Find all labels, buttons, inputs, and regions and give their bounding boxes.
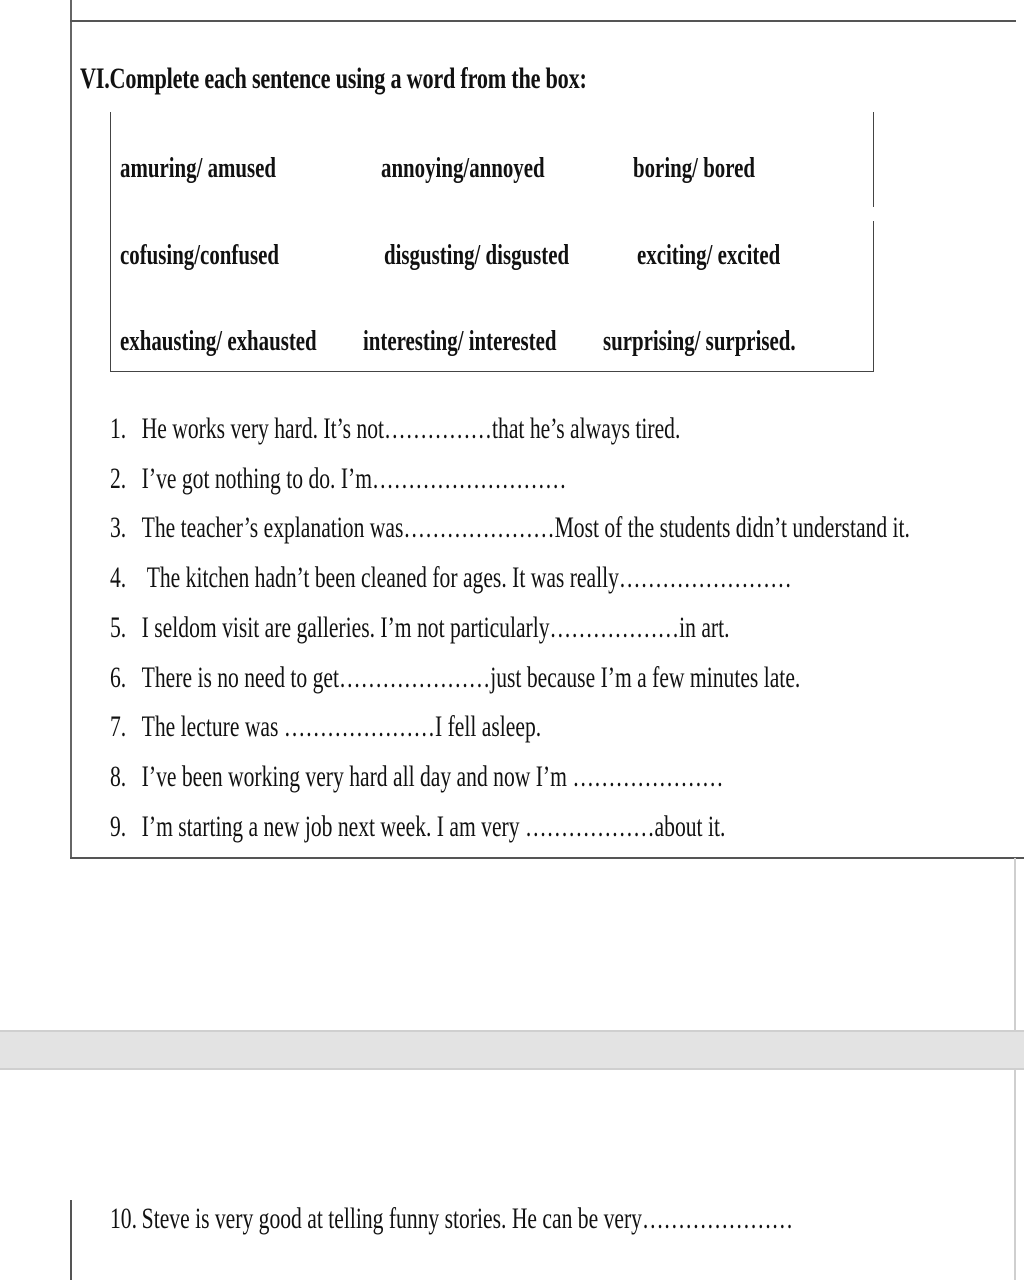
sentence-text: The kitchen hadn’t been cleaned for ages. It was really…………………… (141, 561, 792, 594)
page2-right-edge (1014, 1070, 1016, 1280)
sentence-8 (110, 760, 724, 794)
sentence-number: 9. (110, 810, 127, 843)
sentence-number: 5. (110, 611, 127, 644)
sentence-text: He works very hard. It’s not……………that he’s always tired. (141, 412, 681, 445)
sentence-text: I’m starting a new job next week. I am very ………………about it. (141, 810, 726, 843)
page2-frame-left (70, 1200, 72, 1280)
sentence-number: 10. (110, 1202, 137, 1235)
sentence-number: 4. (110, 561, 127, 594)
word-box-item: amuring/ amused (120, 152, 277, 184)
sentence-number: 7. (110, 710, 127, 743)
word-box-item: cofusing/confused (120, 239, 279, 271)
sentence-5 (110, 611, 730, 645)
word-box-item: surprising/ surprised. (603, 325, 796, 357)
word-box-item: boring/ bored (633, 152, 756, 184)
sentence-number: 2. (110, 462, 127, 495)
sentence-number: 8. (110, 760, 127, 793)
page-top-rule (70, 20, 1016, 22)
word-box-item: disgusting/ disgusted (384, 239, 570, 271)
word-box-item: exciting/ excited (637, 239, 781, 271)
word-box-item: exhausting/ exhausted (120, 325, 317, 357)
sentence-text: I seldom visit are galleries. I’m not particularly………………in art. (141, 611, 730, 644)
sentence-9 (110, 810, 725, 844)
sentence-10 (110, 1202, 793, 1236)
sentence-2 (110, 462, 566, 496)
sentence-4 (110, 561, 792, 595)
word-box-item: interesting/ interested (363, 325, 557, 357)
sentence-6 (110, 661, 800, 695)
sentence-number: 1. (110, 412, 127, 445)
sentence-text: I’ve been working very hard all day and now I’m ………………… (141, 760, 724, 793)
word-box-item: annoying/annoyed (381, 152, 545, 184)
sentence-number: 3. (110, 511, 127, 544)
sentence-number: 6. (110, 661, 127, 694)
sentence-text: Steve is very good at telling funny stories. He can be very………………… (141, 1202, 794, 1235)
exercise-title: VI.Complete each sentence using a word from the box: (80, 62, 587, 95)
page-bottom-rule (70, 857, 1024, 859)
sentence-1 (110, 412, 680, 446)
page-gap (0, 1030, 1024, 1070)
sentence-3 (110, 511, 910, 545)
sentence-text: The lecture was …………………I fell asleep. (141, 710, 542, 743)
sentence-7 (110, 710, 541, 744)
page-right-edge (1014, 858, 1016, 1032)
sentence-text: I’ve got nothing to do. I’m……………………… (141, 462, 567, 495)
sentence-text: There is no need to get…………………just because I’m a few minutes late. (141, 661, 801, 694)
sentence-text: The teacher’s explanation was…………………Most of the students didn’t understand it. (141, 511, 910, 544)
